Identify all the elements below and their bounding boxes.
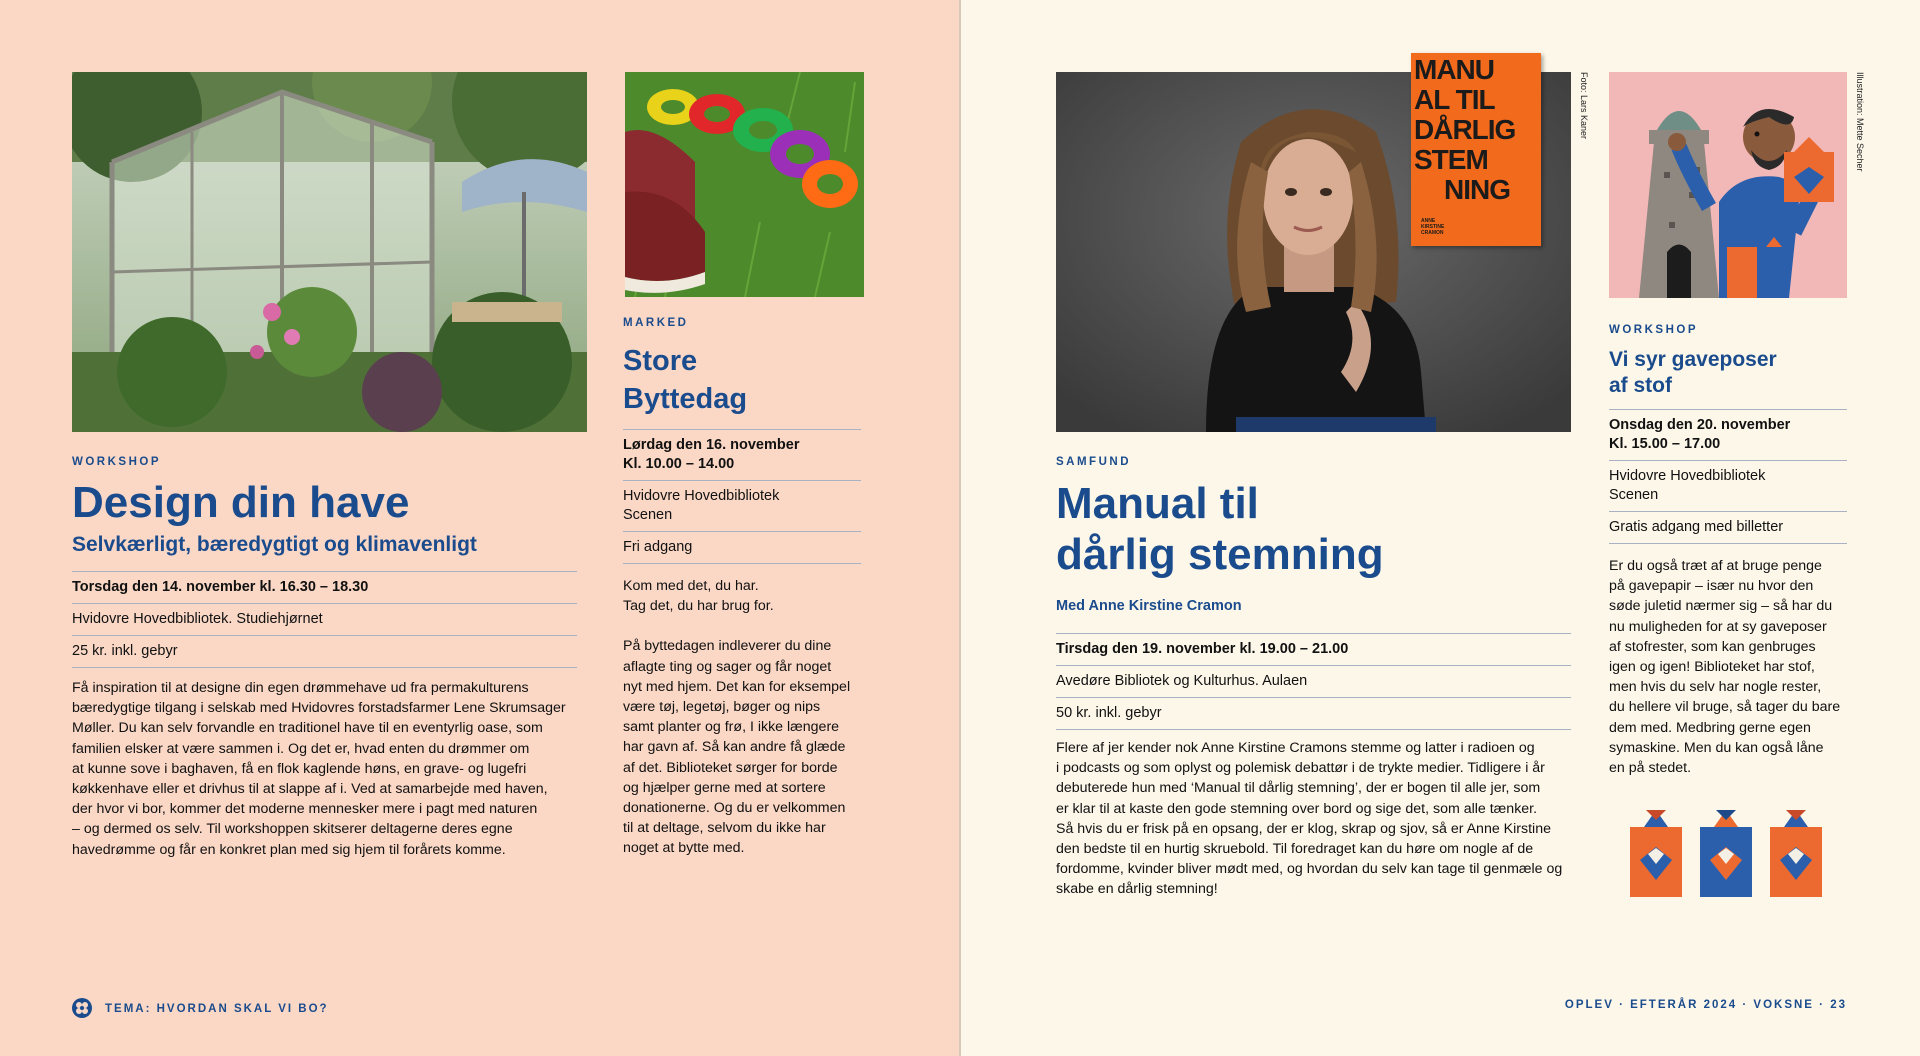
body-line: Så hvis du er frisk på en opsang, der er klog, skrap og sjov, så er Anne Kirstine xyxy=(1056,820,1551,837)
shoes-and-toys-photo xyxy=(625,72,864,297)
body-line: Møller. Du kan selv forvandle en traditionel have til en eventyrlig oase, som xyxy=(72,720,543,737)
title-store-byttedag xyxy=(623,342,747,418)
illustration-credit: Illustration: Mette Secher xyxy=(1855,72,1865,172)
body-line: donationerne. Og du er velkommen xyxy=(623,800,846,817)
cover-line: STEM xyxy=(1414,144,1488,175)
body-line: søde juletid nærmer sig – så har du xyxy=(1609,598,1833,615)
kicker-samfund: SAMFUND xyxy=(1056,456,1131,468)
body-line: – og dermed os selv. Til workshoppen skitserer deltagerne deres egne xyxy=(72,821,513,838)
kicker-workshop: WORKSHOP xyxy=(1609,324,1698,336)
event-date: Tirsdag den 19. november kl. 19.00 – 21.00 xyxy=(1056,633,1571,665)
body-line: Få inspiration til at designe din egen drømmehave ud fra permakulturens xyxy=(72,680,529,696)
body-line: På byttedagen indleverer du dine xyxy=(623,638,832,655)
body-line: debuterede hun med ‘Manual til dårlig stemning’, der er bogen til alle jer, som xyxy=(1056,780,1541,797)
event-date-line: Onsdag den 20. november xyxy=(1609,417,1791,433)
event-location xyxy=(623,480,861,531)
body-line: i podcasts og som oplyst og polemisk debattør i de trykte medier. Tidligere i år xyxy=(1056,760,1545,777)
title-line: af stof xyxy=(1609,374,1672,397)
body-line: en på stedet. xyxy=(1609,760,1692,777)
cover-line: NING xyxy=(1444,174,1510,205)
body-line: fordomme, kvinder bliver mødt med, og hvordan du selv kan tage til genmæle og xyxy=(1056,861,1563,878)
article-body xyxy=(623,576,868,859)
author-line: CRAMON xyxy=(1421,230,1444,236)
cover-line: MANU xyxy=(1414,54,1494,85)
event-location: Hvidovre Hovedbibliotek. Studiehjørnet xyxy=(72,603,577,635)
title-line: dårlig stemning xyxy=(1056,530,1384,579)
gift-bags-icon xyxy=(1628,802,1828,897)
footer-page-info: OPLEV · EFTERÅR 2024 · VOKSNE · 23 xyxy=(1564,999,1847,1011)
body-line: aflagte ting og sager og får noget xyxy=(623,658,832,675)
body-line: igen og igen! Biblioteket har stof, xyxy=(1609,659,1815,676)
body-line: af stofrester, som kan genbruges xyxy=(1609,638,1816,655)
event-time-line: Kl. 10.00 – 14.00 xyxy=(623,456,735,472)
cover-line: DÅRLIG xyxy=(1414,114,1516,145)
body-line: havedrømme og får en konkret plan med sig hjem til forårets komme. xyxy=(72,841,506,858)
body-line: Kom med det, du har. xyxy=(623,578,759,594)
subtitle: Med Anne Kirstine Cramon xyxy=(1056,598,1242,614)
title-gaveposer xyxy=(1609,347,1777,399)
body-line: nu muligheden for at sy gaveposer xyxy=(1609,618,1827,635)
body-line: køkkenhave eller et drivhus til at slappe af i. Ved at samarbejde med haven, xyxy=(72,781,548,798)
body-line: skabe en dårlig stemning! xyxy=(1056,881,1218,898)
gift-bag-illustration xyxy=(1609,72,1847,298)
photo-credit: Foto: Lars Kaner xyxy=(1579,72,1589,140)
body-line: af det. Biblioteket sørger for borde xyxy=(623,759,838,776)
body-line: og hjælper gerne med at sortere xyxy=(623,779,826,796)
body-line: symaskine. Men du kan også låne xyxy=(1609,739,1824,756)
author-line: ANNE xyxy=(1421,218,1436,224)
body-line: har gavn af. Så kan andre få glæde xyxy=(623,739,846,756)
event-time-line: Kl. 15.00 – 17.00 xyxy=(1609,436,1721,452)
location-line: Scenen xyxy=(623,507,673,523)
event-info xyxy=(1609,409,1847,544)
page-title-manual xyxy=(1056,478,1384,580)
title-line: Manual til xyxy=(1056,479,1259,528)
book-cover-title xyxy=(1414,55,1515,205)
theme-icon xyxy=(72,998,92,1018)
body-line: Flere af jer kender nok Anne Kirstine Cramons stemme og latter i radioen og xyxy=(1056,740,1535,756)
title-line: Store xyxy=(623,345,698,377)
body-line: du hellere vil bruge, så tager du bare xyxy=(1609,699,1841,716)
event-info xyxy=(623,429,861,564)
event-date xyxy=(1609,409,1847,460)
event-price: 50 kr. inkl. gebyr xyxy=(1056,697,1571,730)
body-line: nyt med hjem. Det kan for eksempel xyxy=(623,678,851,695)
body-line: den bedste til en hurtig skruebold. Til foredraget kan du høre om nogle af de xyxy=(1056,841,1534,858)
left-page xyxy=(0,0,959,1056)
title-line: Vi syr gaveposer xyxy=(1609,348,1777,371)
body-line: dem med. Medbring gerne egen xyxy=(1609,719,1811,736)
body-line: at kunne sove i baghaven, få en flok kaglende høns, en grave- og lugefri xyxy=(72,760,527,777)
body-line: på gavepapir – især nu hvor den xyxy=(1609,578,1814,595)
right-page xyxy=(961,0,1920,1056)
event-info xyxy=(72,571,577,668)
event-location: Avedøre Bibliotek og Kulturhus. Aulaen xyxy=(1056,665,1571,697)
article-body xyxy=(1056,738,1576,900)
book-cover-author xyxy=(1421,218,1444,236)
footer-theme: TEMA: HVORDAN SKAL VI BO? xyxy=(105,1003,329,1015)
event-date-line: Lørdag den 16. november xyxy=(623,437,800,453)
body-line: Er du også træt af at bruge penge xyxy=(1609,558,1822,574)
location-line: Hvidovre Hovedbibliotek xyxy=(623,488,780,504)
author-line: KIRSTINE xyxy=(1421,224,1445,230)
kicker-marked: MARKED xyxy=(623,317,689,329)
article-body xyxy=(1609,556,1859,778)
body-line: bæredygtige tilgang i selskab med Hvidovres forstadsfarmer Lene Skrumsager xyxy=(72,700,566,717)
price-line: Gratis adgang med billetter xyxy=(1609,519,1784,535)
event-info xyxy=(1056,633,1571,730)
greenhouse-photo xyxy=(72,72,587,432)
body-line: samt planter og frø, I ikke længere xyxy=(623,719,840,736)
body-line: er klar til at kaste den gode stemning over bord og sige det, som alle tænker. xyxy=(1056,800,1538,817)
body-line: være tøj, legetøj, bøger og nips xyxy=(623,699,821,716)
event-price xyxy=(623,531,861,564)
subtitle: Selvkærligt, bæredygtigt og klimavenligt xyxy=(72,533,477,556)
event-price: 25 kr. inkl. gebyr xyxy=(72,635,577,668)
book-cover xyxy=(1411,53,1541,246)
event-date: Torsdag den 14. november kl. 16.30 – 18.30 xyxy=(72,571,577,603)
event-price xyxy=(1609,511,1847,544)
event-date xyxy=(623,429,861,480)
location-line: Scenen xyxy=(1609,487,1659,503)
location-line: Hvidovre Hovedbibliotek xyxy=(1609,468,1766,484)
body-line: noget at bytte med. xyxy=(623,840,745,857)
body-line: Tag det, du har brug for. xyxy=(623,598,774,615)
title-line: Byttedag xyxy=(623,383,748,415)
price-line: Fri adgang xyxy=(623,539,693,555)
cover-line: AL TIL xyxy=(1414,84,1495,115)
body-line: der hvor vi bor, kommer det moderne mennesker mere i pagt med naturen xyxy=(72,801,538,818)
event-location xyxy=(1609,460,1847,511)
page-title-design-din-have: Design din have xyxy=(72,478,410,527)
body-line: men hvis du selv har nogle rester, xyxy=(1609,679,1822,696)
kicker-workshop: WORKSHOP xyxy=(72,456,161,468)
body-line: familien elsker at være sammen i. Og det er, hvad enten du drømmer om xyxy=(72,740,530,757)
article-body xyxy=(72,678,592,860)
body-line: til at deltage, selvom du ikke har xyxy=(623,820,826,837)
